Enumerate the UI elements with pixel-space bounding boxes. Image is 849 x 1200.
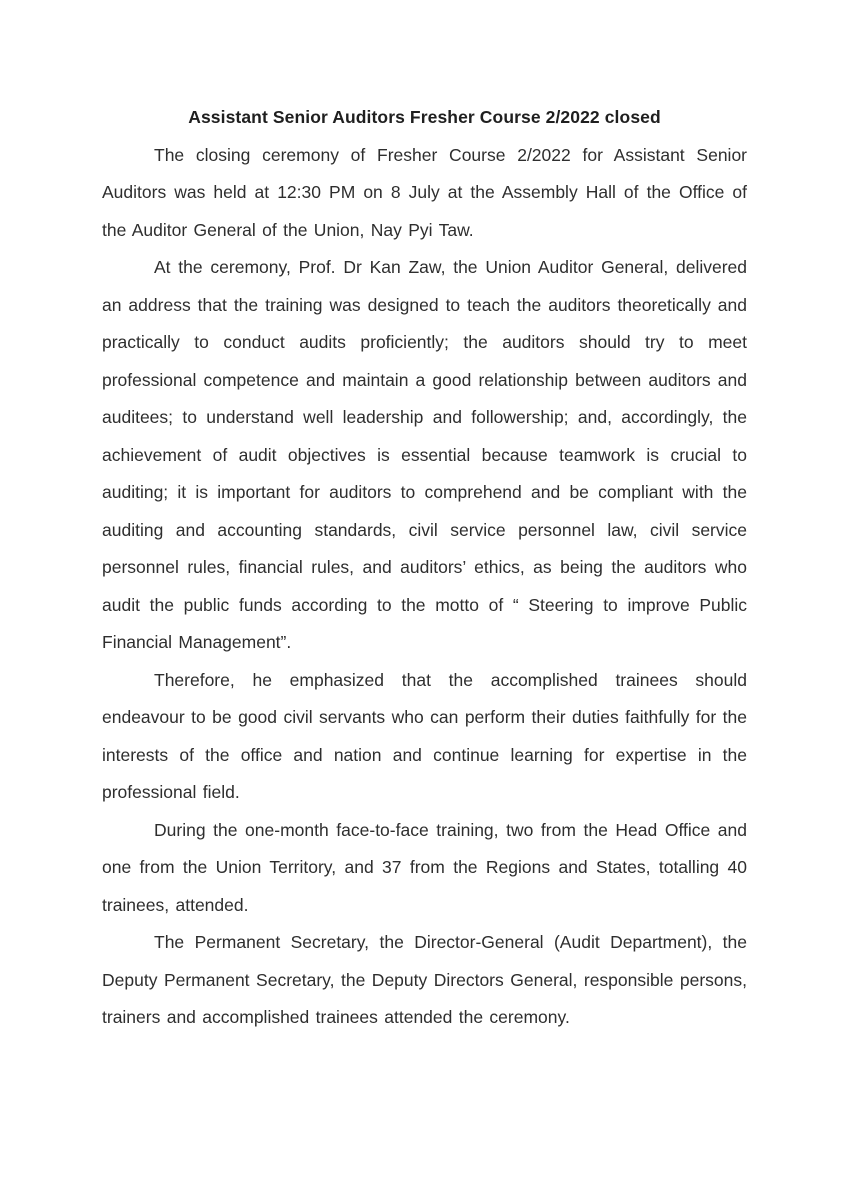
- paragraph-3: Therefore, he emphasized that the accomplished trainees should endeavour to be good civil servants who can perform their duties faithfully for the interests of the office and nation and continue learning for expertise in the professional field.: [102, 669, 747, 802]
- document-title: Assistant Senior Auditors Fresher Course 2/2022 closed: [188, 107, 661, 127]
- paragraph-5: The Permanent Secretary, the Director-General (Audit Department), the Deputy Permanent Secretary, the Deputy Directors General, responsible persons, trainers and accomplished trainees attended the ceremony.: [102, 932, 747, 1027]
- document-content: [102, 99, 747, 1037]
- paragraph-2: At the ceremony, Prof. Dr Kan Zaw, the Union Auditor General, delivered an address that the training was designed to teach the auditors theoretically and practically to conduct audits proficiently; the auditors should try to meet professional competence and maintain a good relationship between auditors and auditees; to understand well leadership and followership; and, accordingly, the achievement of audit objectives is essential because teamwork is crucial to auditing; it is important for auditors to comprehend and be compliant with the auditing and accounting standards, civil service personnel law, civil service personnel rules, financial rules, and auditors’ ethics, as being the auditors who audit the public funds according to the motto of “ Steering to improve Public Financial Management”.: [102, 257, 747, 652]
- paragraph-1: The closing ceremony of Fresher Course 2/2022 for Assistant Senior Auditors was held at 12:30 PM on 8 July at the Assembly Hall of the Office of the Auditor General of the Union, Nay Pyi Taw.: [102, 144, 747, 240]
- paragraph-4: During the one-month face-to-face training, two from the Head Office and one from the Union Territory, and 37 from the Regions and States, totalling 40 trainees, attended.: [102, 819, 747, 915]
